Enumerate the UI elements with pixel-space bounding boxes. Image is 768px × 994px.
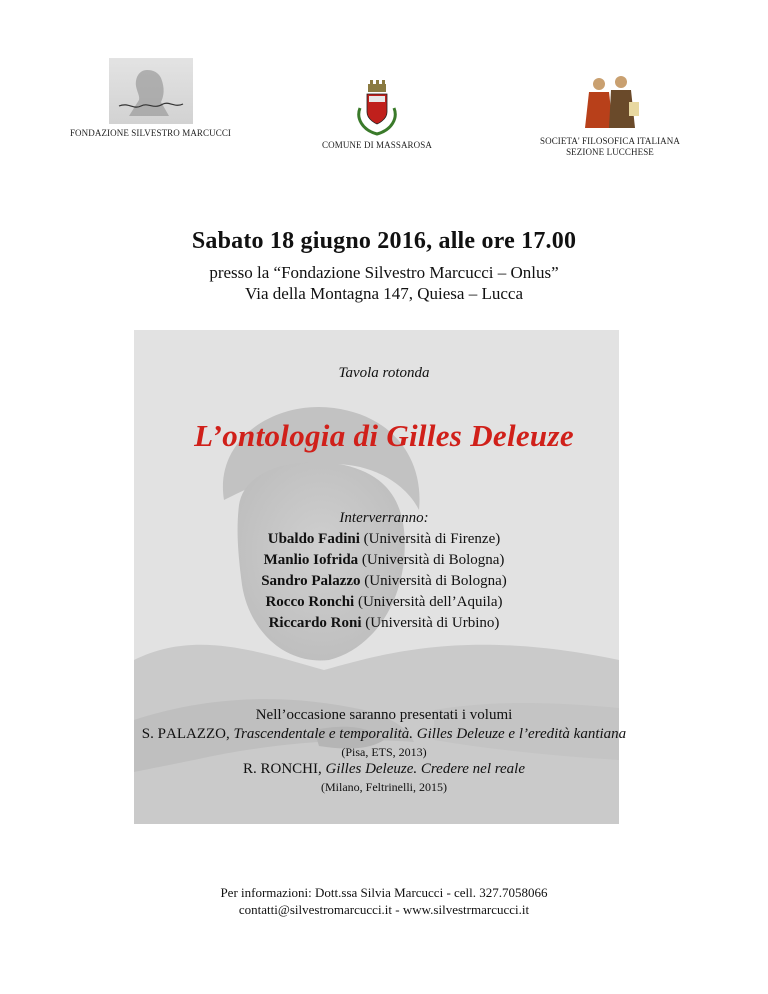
tavola-rotonda-label: Tavola rotonda [338, 365, 430, 381]
speaker-name: Rocco Ronchi [265, 594, 355, 610]
venue-line2: Via della Montagna 147, Quiesa – Lucca [245, 284, 523, 303]
books-block [0, 705, 768, 795]
speaker-name: Manlio Iofrida [263, 552, 359, 568]
speaker-row [0, 592, 768, 613]
contact-line2: contatti@silvestromarcucci.it - www.silvestrmarcucci.it [238, 902, 530, 917]
sfi-caption-line1: SOCIETA' FILOSOFICA ITALIANA [540, 136, 680, 146]
book2-line: R. RONCHI, Gilles Deleuze. Credere nel reale [242, 761, 526, 777]
sfi-philosophers-icon [575, 72, 645, 132]
contact-line1: Per informazioni: Dott.ssa Silvia Marcucci - cell. 327.7058066 [220, 885, 548, 900]
books-intro: Nell’occasione saranno presentati i volumi [255, 707, 513, 723]
speakers-list [0, 508, 768, 634]
speaker-name: Ubaldo Fadini [267, 531, 360, 547]
speaker-row [0, 613, 768, 634]
logo-sfi [520, 72, 700, 158]
book1-author-rest: ALAZZO [165, 726, 226, 742]
speaker-affiliation: (Università di Firenze) [363, 531, 501, 547]
logo-comune [312, 78, 442, 151]
contact-block [0, 884, 768, 918]
fondazione-portrait-logo [109, 58, 193, 124]
comune-crest-icon [352, 78, 402, 136]
speaker-row [0, 529, 768, 550]
speaker-affiliation: (Università di Urbino) [365, 615, 500, 631]
fondazione-caption: FONDAZIONE SILVESTRO MARCUCCI [69, 128, 232, 138]
speaker-row [0, 550, 768, 571]
speaker-affiliation: (Università di Bologna) [361, 552, 505, 568]
event-title: L’ontologia di Gilles Deleuze [194, 418, 574, 453]
speakers-intro: Interverranno: [339, 510, 429, 526]
comune-caption: COMUNE DI MASSAROSA [322, 140, 432, 150]
venue-line1: presso la “Fondazione Silvestro Marcucci – Onlus” [209, 263, 559, 282]
book2-author-initial: R. R [242, 761, 271, 777]
event-date-headline: Sabato 18 giugno 2016, alle ore 17.00 [191, 228, 577, 254]
speaker-affiliation: (Università di Bologna) [364, 573, 507, 589]
book1-line: S. PALAZZO, Trascendentale e temporalità. Gilles Deleuze e l’eredità kantiana [141, 726, 627, 742]
speaker-name: Riccardo Roni [268, 615, 362, 631]
speaker-row [0, 571, 768, 592]
book1-author-initial: S. P [141, 726, 166, 742]
venue-block [0, 262, 768, 304]
book2-author-rest: ONCHI [270, 761, 318, 777]
speaker-affiliation: (Università dell’Aquila) [357, 594, 503, 610]
book2-publisher: (Milano, Feltrinelli, 2015) [321, 780, 447, 794]
speaker-name: Sandro Palazzo [261, 573, 361, 589]
book1-publisher: (Pisa, ETS, 2013) [341, 745, 427, 759]
logo-fondazione [58, 58, 243, 139]
book1-title: Trascendentale e temporalità. Gilles Deleuze e l’eredità kantiana [233, 726, 627, 742]
book2-title: Gilles Deleuze. Credere nel reale [325, 761, 526, 777]
sfi-caption-line2: SEZIONE LUCCHESE [566, 147, 654, 157]
